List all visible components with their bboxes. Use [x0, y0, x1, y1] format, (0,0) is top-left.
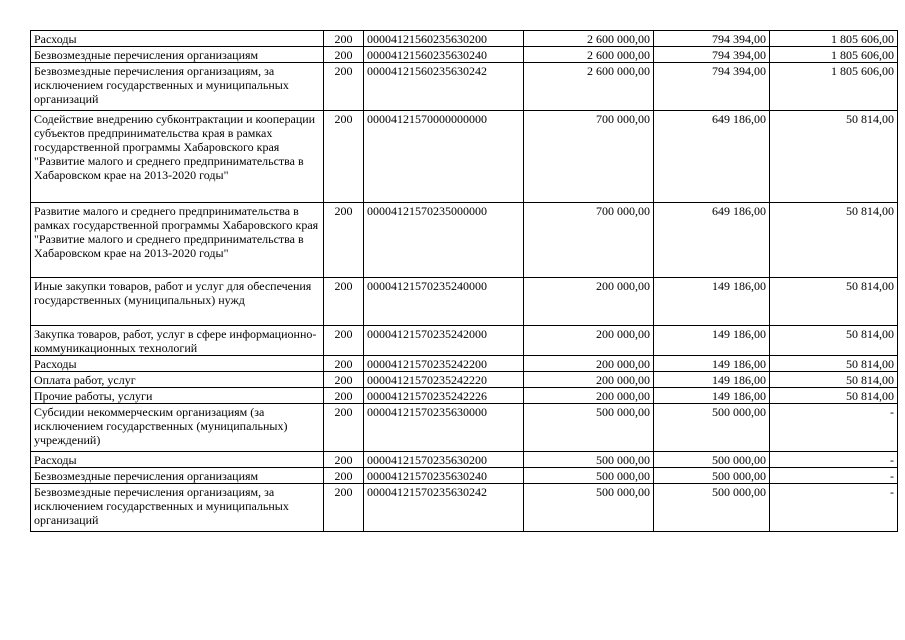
- line-code-cell: 200: [324, 452, 364, 468]
- table-row: [31, 31, 898, 47]
- approved-amount-cell: 700 000,00: [524, 203, 654, 278]
- expense-name-cell: Безвозмездные перечисления организациям, за исключением государственных и муниципальных организаций: [31, 63, 324, 111]
- approved-amount-cell: 2 600 000,00: [524, 47, 654, 63]
- executed-amount-cell: 500 000,00: [654, 452, 770, 468]
- remaining-amount-cell: -: [770, 468, 898, 484]
- expense-name-cell: Безвозмездные перечисления организациям: [31, 47, 324, 63]
- expense-name-cell: Закупка товаров, работ, услуг в сфере информационно-коммуникационных технологий: [31, 326, 324, 356]
- budget-classification-code-cell: 00004121560235630242: [364, 63, 524, 111]
- approved-amount-cell: 700 000,00: [524, 111, 654, 203]
- table-row: [31, 278, 898, 326]
- expense-name-cell: Иные закупки товаров, работ и услуг для обеспечения государственных (муниципальных) нужд: [31, 278, 324, 326]
- expense-name-cell: Расходы: [31, 31, 324, 47]
- executed-amount-cell: 649 186,00: [654, 111, 770, 203]
- expense-name-cell: Безвозмездные перечисления организациям: [31, 468, 324, 484]
- approved-amount-cell: 500 000,00: [524, 452, 654, 468]
- remaining-amount-cell: -: [770, 404, 898, 452]
- line-code-cell: 200: [324, 326, 364, 356]
- approved-amount-cell: 200 000,00: [524, 388, 654, 404]
- line-code-cell: 200: [324, 404, 364, 452]
- expense-name-cell: Содействие внедрению субконтрактации и кооперации субъектов предпринимательства края в рамках государственной программы Хабаровского края "Развитие малого и среднего предпринимательства в Хабаровском крае на 2013-2020 годы": [31, 111, 324, 203]
- budget-classification-code-cell: 00004121570235242220: [364, 372, 524, 388]
- line-code-cell: 200: [324, 111, 364, 203]
- executed-amount-cell: 149 186,00: [654, 356, 770, 372]
- remaining-amount-cell: 1 805 606,00: [770, 47, 898, 63]
- table-row: [31, 484, 898, 532]
- remaining-amount-cell: 1 805 606,00: [770, 63, 898, 111]
- approved-amount-cell: 200 000,00: [524, 326, 654, 356]
- expense-name-cell: Прочие работы, услуги: [31, 388, 324, 404]
- line-code-cell: 200: [324, 63, 364, 111]
- executed-amount-cell: 500 000,00: [654, 468, 770, 484]
- budget-execution-table: [30, 30, 898, 532]
- budget-classification-code-cell: 00004121570235000000: [364, 203, 524, 278]
- budget-classification-code-cell: 00004121570235630200: [364, 452, 524, 468]
- remaining-amount-cell: -: [770, 484, 898, 532]
- budget-classification-code-cell: 00004121570235240000: [364, 278, 524, 326]
- expense-name-cell: Оплата работ, услуг: [31, 372, 324, 388]
- remaining-amount-cell: 50 814,00: [770, 111, 898, 203]
- budget-classification-code-cell: 00004121570235242226: [364, 388, 524, 404]
- line-code-cell: 200: [324, 468, 364, 484]
- budget-classification-code-cell: 00004121570235630242: [364, 484, 524, 532]
- expense-name-cell: Развитие малого и среднего предпринимательства в рамках государственной программы Хабаровского края "Развитие малого и среднего предпринимательства в Хабаровском крае на 2013-2020 годы": [31, 203, 324, 278]
- table-row: [31, 452, 898, 468]
- table-row: [31, 404, 898, 452]
- table-body: [31, 31, 898, 532]
- table-row: [31, 388, 898, 404]
- expense-name-cell: Субсидии некоммерческим организациям (за исключением государственных (муниципальных) учреждений): [31, 404, 324, 452]
- approved-amount-cell: 500 000,00: [524, 484, 654, 532]
- executed-amount-cell: 794 394,00: [654, 31, 770, 47]
- remaining-amount-cell: 50 814,00: [770, 203, 898, 278]
- table-row: [31, 372, 898, 388]
- remaining-amount-cell: -: [770, 452, 898, 468]
- executed-amount-cell: 500 000,00: [654, 404, 770, 452]
- table-row: [31, 63, 898, 111]
- budget-classification-code-cell: 00004121560235630200: [364, 31, 524, 47]
- line-code-cell: 200: [324, 278, 364, 326]
- executed-amount-cell: 149 186,00: [654, 278, 770, 326]
- table-row: [31, 356, 898, 372]
- budget-classification-code-cell: 00004121570235630000: [364, 404, 524, 452]
- budget-classification-code-cell: 00004121560235630240: [364, 47, 524, 63]
- remaining-amount-cell: 50 814,00: [770, 372, 898, 388]
- executed-amount-cell: 794 394,00: [654, 63, 770, 111]
- line-code-cell: 200: [324, 484, 364, 532]
- line-code-cell: 200: [324, 356, 364, 372]
- line-code-cell: 200: [324, 388, 364, 404]
- expense-name-cell: Расходы: [31, 452, 324, 468]
- approved-amount-cell: 2 600 000,00: [524, 63, 654, 111]
- remaining-amount-cell: 50 814,00: [770, 356, 898, 372]
- remaining-amount-cell: 50 814,00: [770, 278, 898, 326]
- executed-amount-cell: 149 186,00: [654, 372, 770, 388]
- approved-amount-cell: 200 000,00: [524, 372, 654, 388]
- table-row: [31, 468, 898, 484]
- approved-amount-cell: 500 000,00: [524, 404, 654, 452]
- line-code-cell: 200: [324, 47, 364, 63]
- executed-amount-cell: 149 186,00: [654, 326, 770, 356]
- budget-classification-code-cell: 00004121570235630240: [364, 468, 524, 484]
- expense-name-cell: Расходы: [31, 356, 324, 372]
- approved-amount-cell: 500 000,00: [524, 468, 654, 484]
- approved-amount-cell: 200 000,00: [524, 278, 654, 326]
- expense-name-cell: Безвозмездные перечисления организациям, за исключением государственных и муниципальных организаций: [31, 484, 324, 532]
- table-row: [31, 203, 898, 278]
- table-row: [31, 111, 898, 203]
- approved-amount-cell: 200 000,00: [524, 356, 654, 372]
- budget-classification-code-cell: 00004121570235242000: [364, 326, 524, 356]
- remaining-amount-cell: 1 805 606,00: [770, 31, 898, 47]
- approved-amount-cell: 2 600 000,00: [524, 31, 654, 47]
- budget-classification-code-cell: 00004121570235242200: [364, 356, 524, 372]
- budget-classification-code-cell: 00004121570000000000: [364, 111, 524, 203]
- executed-amount-cell: 649 186,00: [654, 203, 770, 278]
- remaining-amount-cell: 50 814,00: [770, 326, 898, 356]
- remaining-amount-cell: 50 814,00: [770, 388, 898, 404]
- line-code-cell: 200: [324, 203, 364, 278]
- table-row: [31, 47, 898, 63]
- line-code-cell: 200: [324, 31, 364, 47]
- line-code-cell: 200: [324, 372, 364, 388]
- table-row: [31, 326, 898, 356]
- executed-amount-cell: 149 186,00: [654, 388, 770, 404]
- executed-amount-cell: 500 000,00: [654, 484, 770, 532]
- executed-amount-cell: 794 394,00: [654, 47, 770, 63]
